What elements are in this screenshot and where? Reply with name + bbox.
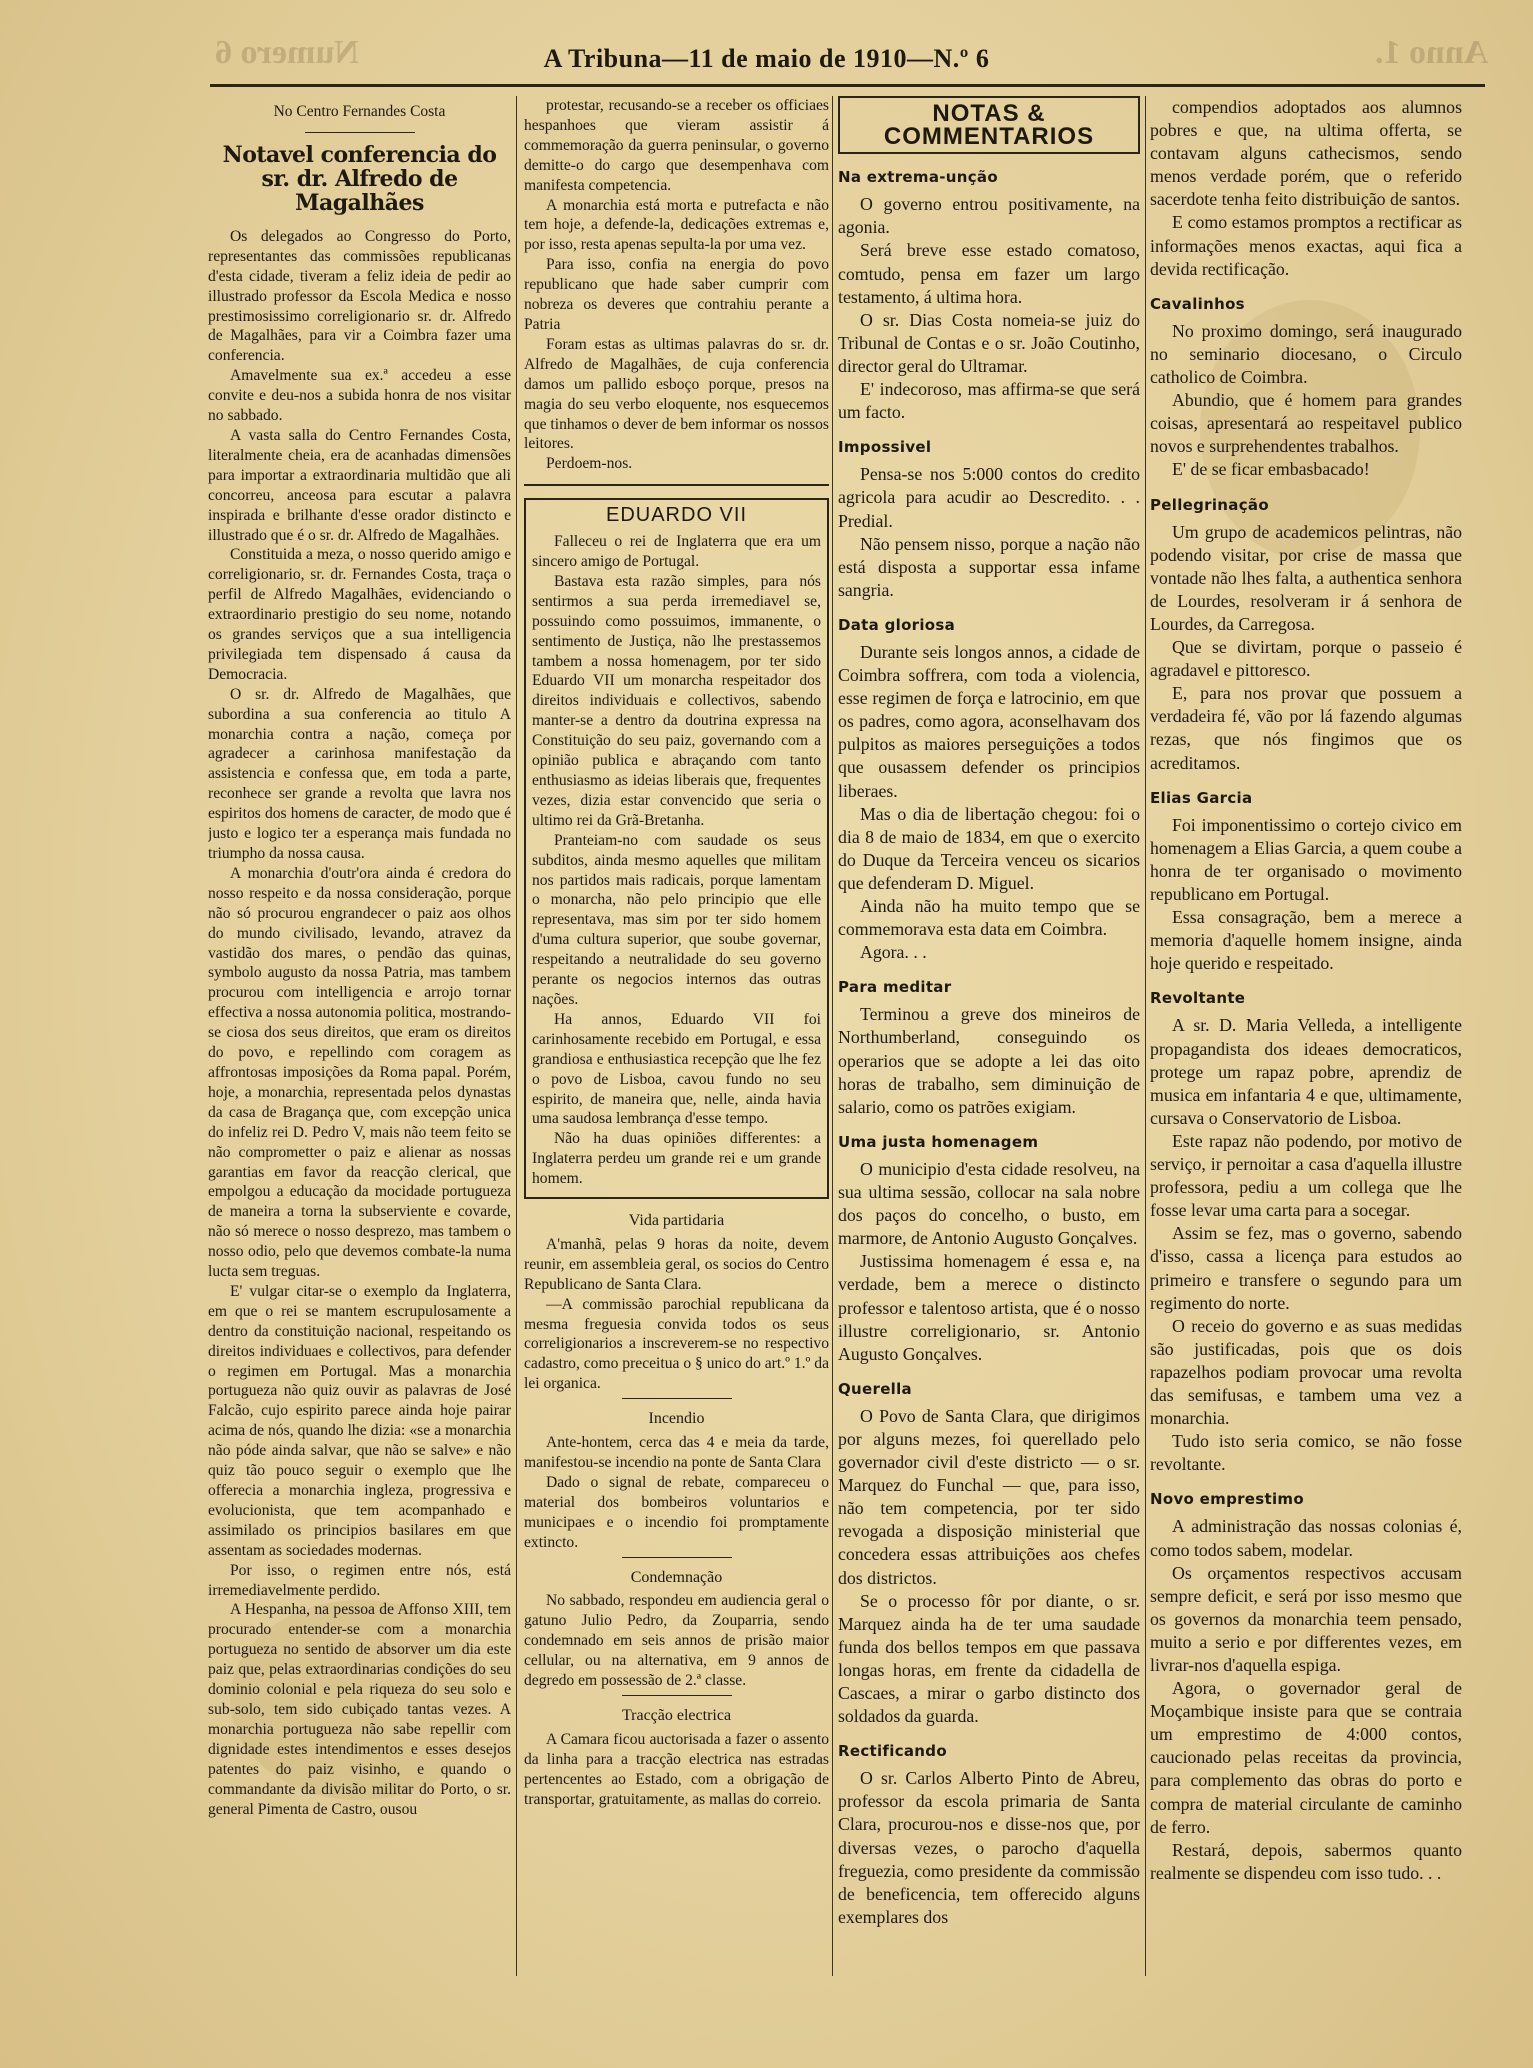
paragraph: Agora, o governador geral de Moçambique insiste para que se contraia um emprestimo de 4:000 contos, caucionado pelas receitas da provincia, para complemento das obras do porto e compra de material circulante de caminho de ferro. (1150, 1678, 1462, 1837)
paragraph: Os delegados ao Congresso do Porto, representantes das commissões republicanas d'esta cidade, tiveram a feliz ideia de pedir ao illustrado professor da Escola Medica e nosso prestimosissimo correligionario sr. dr. Alfredo de Magalhães, para vir a Coimbra fazer uma conferencia. (208, 227, 511, 365)
paragraph: —A commissão parochial republicana da mesma freguesia convida todos os seus correligionarios a inscreverem-se no respectivo cadastro, como preceitua o § unico do art.º 1.º da lei organica. (524, 1295, 829, 1393)
rubric-title: Pellegrinação (1150, 495, 1269, 514)
paragraph: No proximo domingo, será inaugurado no seminario diocesano, o Circulo catholico de Coimbra. (1150, 320, 1462, 388)
paragraph: A sr. D. Maria Velleda, a intelligente propagandista dos ideaes democraticos, protege um rapaz pobre, aprendiz de musica em infantaria 4 e que, ultimamente, cursava o Conservatorio de Lisboa. (1150, 1015, 1462, 1128)
news-title: Condemnação (630, 1568, 723, 1586)
paragraph: A Hespanha, na pessoa de Affonso XIII, tem procurado entender-se com a monarchia portugueza no sentido de absorver um dia este paiz que, pelas extraordinarias condições do seu dominio colonial e pela riqueza do seu solo e sub-solo, tem sido cubiçado tantas vezes. A monarchia portugueza não sabe repellir com dignidade estes intendimentos e esses desejos patentes do paiz visinho, e quando o commandante da divisão militar do Porto, o sr. general Pimenta de Castro, ousou (208, 1601, 511, 1818)
rubric-title: Cavalinhos (1150, 294, 1245, 313)
paragraph: Ha annos, Eduardo VII foi carinhosamente recebido em Portugal, e essa grandiosa e enthusiastica recepção que lhe fez o povo de Lisboa, cavou fundo no seu espirito, de maneira que, nelle, ainda havia uma saudosa lembrança d'esse tempo. (532, 1010, 821, 1128)
news-title: Tracção electrica (621, 1706, 732, 1724)
paragraph: Será breve esse estado comatoso, comtudo, pensa em fazer um largo testamento, á ultima hora. (838, 240, 1140, 307)
paragraph: Foram estas as ultimas palavras do sr. dr. Alfredo de Magalhães, de cuja conferencia damos um pallido esboço porque, presos na magia do seu verbo eloquente, nos esquecemos que tinhamos o dever de bem informar os nossos leitores. (524, 335, 829, 453)
masthead (0, 0, 1533, 80)
paragraph: Assim se fez, mas o governo, sabendo d'isso, cassa a licença para estudos ao primeiro e transfere o segundo para um regimento do norte. (1150, 1223, 1462, 1313)
column-1 (208, 96, 511, 1976)
paragraph: O governo entrou positivamente, na agonia. (838, 194, 1140, 238)
separator (524, 484, 829, 486)
paragraph: protestar, recusando-se a receber os officiaes hespanhoes que vieram assistir á commemoração da guerra peninsular, o governo demitte-o do cargo que desempenhava com manifesta competencia. (524, 97, 829, 194)
paragraph: Mas o dia de libertação chegou: foi o dia 8 de maio de 1834, em que o exercito do Duque da Terceira venceu os sicarios que defenderam D. Miguel. (838, 803, 1140, 893)
paragraph: O Povo de Santa Clara, que dirigimos por alguns mezes, foi querellado pelo governador civil d'este districto — o sr. Marquez do Funchal — que, para isso, não tem competencia, por ter sido revogada a disposição ministerial que concedera essas attribuições aos chefes dos districtos. (838, 1405, 1140, 1588)
paragraph: A monarchia está morta e putrefacta e não tem hoje, a defende-la, dedicações extremas e, por isso, resta apenas sepulta-la por uma vez. (524, 196, 829, 254)
paragraph: Tudo isto seria comico, se não fosse revoltante. (1150, 1431, 1462, 1475)
paragraph: Pranteiam-no com saudade os seus subditos, ainda mesmo aquelles que militam nos partidos mais radicais, porque lamentam o monarcha, não pelo principio que elle representava, mas sim por ter sido homem d'uma cultura superior, que soube governar, respeitando a neutralidade do seu governo perante os negocios internos das outras nações. (532, 831, 821, 1008)
paragraph: E' de se ficar embasbacado! (1172, 459, 1370, 480)
paragraph: Essa consagração, bem a merece a memoria d'aquelle homem insigne, ainda hoje querido e respeitado. (1150, 907, 1462, 974)
paragraph: O receio do governo e as suas medidas são justificadas, pois que os dois rapazelhos podiam provocar uma revolta das semifusas, e tambem uma vez a monarchia. (1150, 1315, 1462, 1429)
rubric-title: Impossivel (838, 438, 932, 457)
separator (622, 1398, 732, 1399)
paragraph: Não ha duas opiniões differentes: a Inglaterra perdeu um grande rei e um grande homem. (532, 1130, 821, 1188)
article-body (208, 227, 511, 1820)
column-divider (1145, 96, 1146, 1976)
rubric-title: Revoltante (1150, 989, 1246, 1008)
paragraph: E, para nos provar que possuem a verdadeira fé, vão por lá fazendo algumas rezas, que nós fingimos que os acreditamos. (1150, 683, 1462, 773)
paragraph: O municipio d'esta cidade resolveu, na sua ultima sessão, collocar na sala nobre dos paços do concelho, o busto, em marmore, de Antonio Augusto Gonçalves. (838, 1158, 1140, 1249)
rubric-title: Querella (838, 1379, 912, 1398)
paragraph: Não pensem nisso, porque a nação não está disposta a supportar essa infame sangria. (838, 533, 1140, 600)
paragraph: A monarchia d'outr'ora ainda é credora do nosso respeito e da nossa consideração, porque não só procurou engrandecer o paiz aos olhos do mundo civilisado, levando, atravez da vastidão dos mares, o pendão das quinas, symbolo augusto da nossa Patria, mas tambem procurou com intelligencia e arrojo tornar effectiva a nossa autonomia politica, mostrando-se ciosa dos seus direitos, que eram os direitos do povo, e repellindo com coragem as affrontosas imposições da Roma papal. Porém, hoje, a monarchia, representada pelos dynastas da casa de Bragança que, com excepção unica do infeliz rei D. Pedro V, mais não teem feito se não comprometter o paiz e alienar as nossas garantias em favor da reacção clerical, que empolgou a educação da mocidade portugueza de maneira a torna la subserviente e covarde, não só merece o nosso desprezo, mas tambem o nosso odio, pelo que devemos combate-la numa lucta sem treguas. (208, 864, 511, 1281)
paragraph: Abundio, que é homem para grandes coisas, apresentará ao respeitavel publico novos e surprehendentes trabalhos. (1150, 390, 1462, 457)
bleed-through-text: Anno 1. (1375, 34, 1489, 71)
article-continuation (524, 96, 829, 474)
paragraph: Se o processo fôr por diante, o sr. Marquez ainda ha de ter uma saudade funda dos bellos tempos em que passava longas horas, em frente da cidadella de Cascaes, a mirar o garbo distincto dos soldados da guarda. (838, 1590, 1140, 1727)
column-2 (524, 96, 829, 1976)
paragraph: Agora. . . (860, 942, 927, 963)
separator (622, 1557, 732, 1558)
paragraph: O sr. Dias Costa nomeia-se juiz do Tribunal de Contas e o sr. João Coutinho, director geral do Ultramar. (838, 309, 1140, 376)
rubric-title: Uma justa homenagem (838, 1132, 1039, 1151)
separator (622, 1695, 732, 1696)
paragraph: Ainda não ha muito tempo que se commemorava esta data em Coimbra. (838, 896, 1140, 940)
article-headline: Notavel conferencia do sr. dr. Alfredo de Magalhães (222, 141, 497, 216)
paragraph: A vasta salla do Centro Fernandes Costa, literalmente cheia, era de acanhadas dimensões para importar a extraordinaria multidão que ali concorreu, anceosa para escutar a palavra inspirada e brilhante d'esse orador distincto e illustrado que é o sr. dr. Alfredo de Magalhães. (208, 426, 511, 544)
paragraph: E' indecoroso, mas affirma-se que será um facto. (838, 379, 1140, 423)
section-label: No Centro Fernandes Costa (273, 103, 446, 120)
paragraph: Um grupo de academicos pelintras, não podendo visitar, por crise de massa que vontade não lhes falta, a authentica senhora de Lourdes, resolveram ir á senhora de Lourdes, da Carregosa. (1150, 521, 1462, 634)
paragraph: Amavelmente sua ex.ª accedeu a esse convite e deu-nos a subida honra de nos visitar no sabbado. (208, 367, 511, 425)
rubric-title: Data gloriosa (838, 615, 956, 634)
paragraph: Dado o signal de rebate, compareceu o material dos bombeiros voluntarios e municipaes e o incendio foi promptamente extincto. (524, 1473, 829, 1551)
news-title: Incendio (648, 1410, 705, 1428)
notes-header: NOTAS & COMMENTARIOS (838, 96, 1140, 154)
paragraph: Que se divirtam, porque o passeio é agradavel e pittoresco. (1150, 637, 1462, 681)
paragraph: A'manhã, pelas 9 horas da noite, devem reunir, em assembleia geral, os socios do Centro Republicano de Santa Clara. (524, 1235, 829, 1293)
paragraph: compendios adoptados aos alumnos pobres e que, na ultima offerta, se contavam alguns cathecismos, sendo menos verdade porém, que o referido sacerdote tenha feito distribuição de santos. (1150, 97, 1462, 210)
paragraph: Os orçamentos respectivos accusam sempre deficit, e será por isso mesmo que os governos da monarchia teem pensado, muito a serio e por differentes vezes, em livrar-nos d'aquella espiga. (1150, 1562, 1462, 1675)
paragraph: Pensa-se nos 5:000 contos do credito agricola para acudir ao Descredito. . . Predial. (838, 464, 1140, 531)
paragraph: Constituida a meza, o nosso querido amigo e correligionario, sr. dr. Fernandes Costa, traça o perfil de Alfredo Magalhães, evidenciando o extraordinario prestigio do seu nome, notando os grandes serviços que a sua intelligencia privilegiada tem dispensado á causa da Democracia. (208, 546, 511, 683)
notes-list (838, 166, 1140, 1929)
paragraph: Bastava esta razão simples, para nós sentirmos a sua perda irremediavel se, possuindo como possuimos, immanente, o sentimento de Justiça, não lhe prestassemos tambem a nossa homenagem, por ter sido Eduardo VII um monarcha respeitador dos direitos individuais e collectivos, sabendo manter-se a dentro da doutrina expressa na Constituição do seu paiz, governando com a opinião publica e abraçando com tanto enthusiasmo as ideias liberais que, frequentes vezes, dizia estar convencido que seria o ultimo rei da Grã-Bretanha. (532, 572, 821, 829)
paragraph: Foi imponentissimo o cortejo civico em homenagem a Elias Garcia, a quem coube a honra de ter organisado o movimento republicano em Portugal. (1150, 814, 1462, 904)
paragraph: Terminou a greve dos mineiros de Northumberland, conseguindo os operarios que se adopte a lei das oito horas de trabalho, sem diminuição de salario, como os patrões exigiam. (838, 1004, 1140, 1117)
paragraph: Por isso, o regimen entre nós, está irremediavelmente perdido. (208, 1561, 511, 1599)
paragraph: Durante seis longos annos, a cidade de Coimbra soffrera, com toda a violencia, esse regimen de força e latrocinio, em que os padres, como agora, aconselhavam dos pulpitos as maiores perseguições a todos que ousassem defender os principios liberaes. (838, 641, 1140, 801)
rubric-title: Rectificando (838, 1742, 947, 1761)
paragraph: Restará, depois, sabermos quanto realmente se dispendeu com isso tudo. . . (1150, 1839, 1462, 1883)
rubric-title: Novo emprestimo (1150, 1490, 1304, 1509)
paragraph: Perdoem-nos. (546, 455, 633, 473)
paragraph: E' vulgar citar-se o exemplo da Inglaterra, em que o rei se mantem escrupulosamente a dentro da constituição nacional, respeitando os direitos individuaes e collectivos, para defender o regimen em Portugal. Mas a monarchia portugueza não quiz ouvir as palavras de José Falcão, cujo espirito parece ainda hoje pairar acima de nós, quando lhe dizia: «se a monarchia não póde ainda salvar, que não se salve» e não quiz tão pouco seguir o exemplo que lhe offerecia a monarchia ingleza, progressiva e evolucionista, que tem acompanhado e assimilado os principios basilares em que assentam as sociedades modernas. (208, 1282, 511, 1559)
paragraph: Justissima homenagem é essa e, na verdade, bem a merece o distincto professor e talentoso artista, que é o nosso illustre correligionario, sr. Antonio Augusto Gonçalves. (838, 1251, 1140, 1364)
news-briefs (524, 1211, 829, 1809)
paragraph: O sr. Carlos Alberto Pinto de Abreu, professor da escola primaria de Santa Clara, procurou-nos e disse-nos que, por diversas vezes, o parocho d'aquella freguezia, como presidente da commissão de beneficencia, tem offerecido alguns exemplares dos (838, 1768, 1140, 1927)
column-divider (832, 96, 833, 1976)
box-title: EDUARDO VII (605, 504, 748, 527)
header-rule (210, 84, 1485, 87)
paragraph: Ante-hontem, cerca das 4 e meia da tarde, manifestou-se incendio na ponte de Santa Clara (524, 1434, 829, 1471)
notes-list-continued (1150, 96, 1462, 1885)
rubric-title: Elias Garcia (1150, 788, 1253, 807)
page-title: A Tribuna—11 de maio de 1910—N.º 6 (543, 44, 990, 73)
news-title: Vida partidaria (628, 1212, 725, 1230)
column-3 (838, 96, 1140, 1976)
bleed-through-text: Numero 6 (215, 34, 359, 71)
rubric-title: Na extrema-unção (838, 168, 998, 187)
separator (305, 132, 415, 133)
paragraph: O sr. dr. Alfredo de Magalhães, que subordina a sua conferencia ao titulo A monarchia contra a nação, começa por agradecer a carinhosa manifestação da assistencia e confessa que, em toda a parte, reconhece ser grande a revolta que lavra nos espiritos dos homens de caracter, de modo que é justo e logico ter a esperança mais fundada no triumpho da nossa causa. (208, 685, 511, 862)
paragraph: E como estamos promptos a rectificar as informações menos exactas, aqui fica a devida rectificação. (1150, 212, 1462, 279)
column-divider (516, 96, 517, 1976)
paragraph: A Camara ficou auctorisada a fazer o assento da linha para a tracção electrica nas estradas pertencentes ao Estado, com a obrigação de transportar, gratuitamente, as mallas do correio. (524, 1730, 829, 1808)
rubric-title: Para meditar (838, 978, 952, 997)
box-body (532, 532, 821, 1189)
paragraph: A administração das nossas colonias é, como todos sabem, modelar. (1150, 1516, 1462, 1560)
paragraph: Falleceu o rei de Inglaterra que era um sincero amigo de Portugal. (532, 533, 821, 571)
paragraph: Este rapaz não podendo, por motivo de serviço, ir pernoitar a casa d'aquella illustre professora, pediu a um collega que lhe fosse levar uma carta para a socegar. (1150, 1130, 1462, 1221)
eduardo-vii-box (524, 498, 829, 1199)
column-4 (1150, 96, 1462, 1976)
paragraph: Para isso, confia na energia do povo republicano que hade saber cumprir com nobreza os deveres que contrahiu perante a Patria (524, 256, 829, 333)
paragraph: No sabbado, respondeu em audiencia geral o gatuno Julio Pedro, da Zouparria, sendo condemnado em seis annos de prisão maior cellular, ou na alternativa, em 9 annos de degredo em possessão de 2.ª classe. (524, 1592, 829, 1690)
